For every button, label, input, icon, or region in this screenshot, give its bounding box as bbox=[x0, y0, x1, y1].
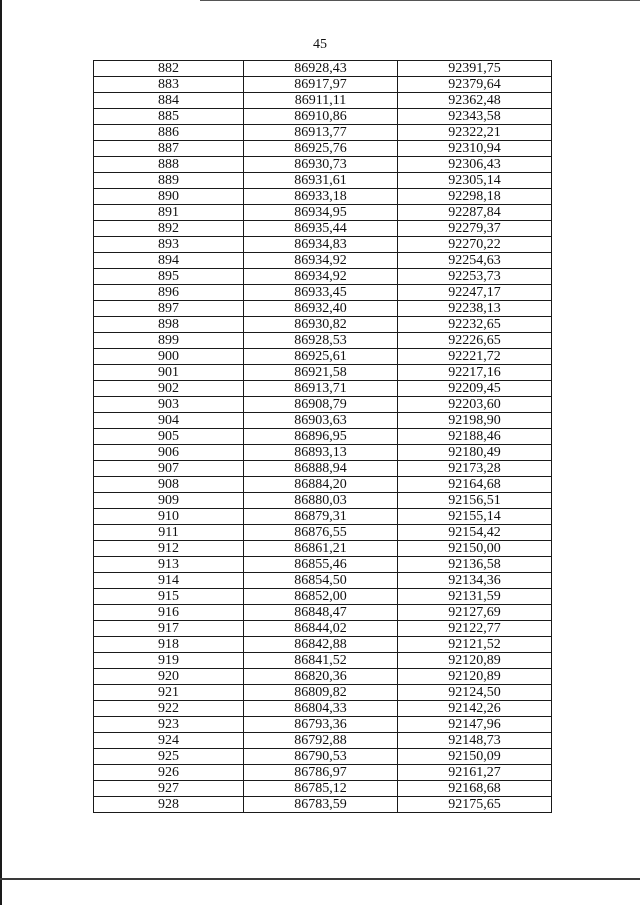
table-row bbox=[94, 733, 552, 749]
coordinates-table bbox=[93, 60, 552, 813]
y-coordinate-cell: 92221,72 bbox=[398, 349, 552, 365]
y-coordinate-cell: 92238,13 bbox=[398, 301, 552, 317]
point-number-cell: 907 bbox=[94, 461, 244, 477]
y-coordinate-cell: 92305,14 bbox=[398, 173, 552, 189]
table-row bbox=[94, 205, 552, 221]
point-number-cell: 883 bbox=[94, 77, 244, 93]
point-number-cell: 928 bbox=[94, 797, 244, 813]
x-coordinate-cell: 86876,55 bbox=[244, 525, 398, 541]
table-row bbox=[94, 477, 552, 493]
y-coordinate-cell: 92150,00 bbox=[398, 541, 552, 557]
x-coordinate-cell: 86855,46 bbox=[244, 557, 398, 573]
point-number-cell: 899 bbox=[94, 333, 244, 349]
table-row bbox=[94, 365, 552, 381]
y-coordinate-cell: 92175,65 bbox=[398, 797, 552, 813]
table-row bbox=[94, 333, 552, 349]
point-number-cell: 892 bbox=[94, 221, 244, 237]
point-number-cell: 904 bbox=[94, 413, 244, 429]
y-coordinate-cell: 92298,18 bbox=[398, 189, 552, 205]
point-number-cell: 887 bbox=[94, 141, 244, 157]
table-row bbox=[94, 77, 552, 93]
table-row bbox=[94, 189, 552, 205]
x-coordinate-cell: 86933,18 bbox=[244, 189, 398, 205]
x-coordinate-cell: 86913,77 bbox=[244, 125, 398, 141]
point-number-cell: 926 bbox=[94, 765, 244, 781]
point-number-cell: 920 bbox=[94, 669, 244, 685]
y-coordinate-cell: 92310,94 bbox=[398, 141, 552, 157]
y-coordinate-cell: 92127,69 bbox=[398, 605, 552, 621]
y-coordinate-cell: 92270,22 bbox=[398, 237, 552, 253]
point-number-cell: 895 bbox=[94, 269, 244, 285]
x-coordinate-cell: 86893,13 bbox=[244, 445, 398, 461]
table-row bbox=[94, 541, 552, 557]
x-coordinate-cell: 86930,82 bbox=[244, 317, 398, 333]
x-coordinate-cell: 86896,95 bbox=[244, 429, 398, 445]
x-coordinate-cell: 86932,40 bbox=[244, 301, 398, 317]
y-coordinate-cell: 92226,65 bbox=[398, 333, 552, 349]
y-coordinate-cell: 92254,63 bbox=[398, 253, 552, 269]
table-row bbox=[94, 781, 552, 797]
x-coordinate-cell: 86804,33 bbox=[244, 701, 398, 717]
table-row bbox=[94, 141, 552, 157]
table-row bbox=[94, 381, 552, 397]
x-coordinate-cell: 86933,45 bbox=[244, 285, 398, 301]
y-coordinate-cell: 92306,43 bbox=[398, 157, 552, 173]
point-number-cell: 903 bbox=[94, 397, 244, 413]
table-row bbox=[94, 669, 552, 685]
y-coordinate-cell: 92188,46 bbox=[398, 429, 552, 445]
x-coordinate-cell: 86792,88 bbox=[244, 733, 398, 749]
point-number-cell: 906 bbox=[94, 445, 244, 461]
y-coordinate-cell: 92121,52 bbox=[398, 637, 552, 653]
point-number-cell: 888 bbox=[94, 157, 244, 173]
y-coordinate-cell: 92247,17 bbox=[398, 285, 552, 301]
point-number-cell: 886 bbox=[94, 125, 244, 141]
point-number-cell: 925 bbox=[94, 749, 244, 765]
table-row bbox=[94, 445, 552, 461]
page-number: 45 bbox=[313, 37, 327, 52]
x-coordinate-cell: 86888,94 bbox=[244, 461, 398, 477]
table-row bbox=[94, 749, 552, 765]
x-coordinate-cell: 86917,97 bbox=[244, 77, 398, 93]
y-coordinate-cell: 92122,77 bbox=[398, 621, 552, 637]
x-coordinate-cell: 86903,63 bbox=[244, 413, 398, 429]
y-coordinate-cell: 92322,21 bbox=[398, 125, 552, 141]
y-coordinate-cell: 92131,59 bbox=[398, 589, 552, 605]
y-coordinate-cell: 92343,58 bbox=[398, 109, 552, 125]
y-coordinate-cell: 92155,14 bbox=[398, 509, 552, 525]
point-number-cell: 898 bbox=[94, 317, 244, 333]
y-coordinate-cell: 92173,28 bbox=[398, 461, 552, 477]
table-row bbox=[94, 61, 552, 77]
table-row bbox=[94, 93, 552, 109]
y-coordinate-cell: 92124,50 bbox=[398, 685, 552, 701]
point-number-cell: 913 bbox=[94, 557, 244, 573]
y-coordinate-cell: 92180,49 bbox=[398, 445, 552, 461]
point-number-cell: 896 bbox=[94, 285, 244, 301]
x-coordinate-cell: 86934,92 bbox=[244, 253, 398, 269]
y-coordinate-cell: 92391,75 bbox=[398, 61, 552, 77]
point-number-cell: 909 bbox=[94, 493, 244, 509]
y-coordinate-cell: 92147,96 bbox=[398, 717, 552, 733]
table-row bbox=[94, 621, 552, 637]
scan-edge-top bbox=[200, 0, 640, 1]
point-number-cell: 902 bbox=[94, 381, 244, 397]
table-row bbox=[94, 317, 552, 333]
point-number-cell: 884 bbox=[94, 93, 244, 109]
scan-edge-bottom bbox=[0, 878, 640, 880]
table-row bbox=[94, 157, 552, 173]
point-number-cell: 891 bbox=[94, 205, 244, 221]
point-number-cell: 885 bbox=[94, 109, 244, 125]
x-coordinate-cell: 86793,36 bbox=[244, 717, 398, 733]
table-row bbox=[94, 397, 552, 413]
table-row bbox=[94, 221, 552, 237]
point-number-cell: 916 bbox=[94, 605, 244, 621]
table-row bbox=[94, 109, 552, 125]
table-row bbox=[94, 525, 552, 541]
point-number-cell: 921 bbox=[94, 685, 244, 701]
point-number-cell: 900 bbox=[94, 349, 244, 365]
table-row bbox=[94, 301, 552, 317]
table-row bbox=[94, 557, 552, 573]
point-number-cell: 908 bbox=[94, 477, 244, 493]
y-coordinate-cell: 92379,64 bbox=[398, 77, 552, 93]
x-coordinate-cell: 86785,12 bbox=[244, 781, 398, 797]
point-number-cell: 901 bbox=[94, 365, 244, 381]
x-coordinate-cell: 86854,50 bbox=[244, 573, 398, 589]
point-number-cell: 897 bbox=[94, 301, 244, 317]
x-coordinate-cell: 86931,61 bbox=[244, 173, 398, 189]
point-number-cell: 922 bbox=[94, 701, 244, 717]
point-number-cell: 912 bbox=[94, 541, 244, 557]
x-coordinate-cell: 86928,53 bbox=[244, 333, 398, 349]
x-coordinate-cell: 86861,21 bbox=[244, 541, 398, 557]
point-number-cell: 923 bbox=[94, 717, 244, 733]
table-row bbox=[94, 493, 552, 509]
y-coordinate-cell: 92142,26 bbox=[398, 701, 552, 717]
x-coordinate-cell: 86928,43 bbox=[244, 61, 398, 77]
x-coordinate-cell: 86809,82 bbox=[244, 685, 398, 701]
x-coordinate-cell: 86925,76 bbox=[244, 141, 398, 157]
y-coordinate-cell: 92203,60 bbox=[398, 397, 552, 413]
x-coordinate-cell: 86910,86 bbox=[244, 109, 398, 125]
table-row bbox=[94, 589, 552, 605]
y-coordinate-cell: 92209,45 bbox=[398, 381, 552, 397]
point-number-cell: 894 bbox=[94, 253, 244, 269]
x-coordinate-cell: 86934,92 bbox=[244, 269, 398, 285]
table-row bbox=[94, 573, 552, 589]
table-row bbox=[94, 765, 552, 781]
table-row bbox=[94, 125, 552, 141]
y-coordinate-cell: 92120,89 bbox=[398, 669, 552, 685]
table-row bbox=[94, 605, 552, 621]
table-row bbox=[94, 797, 552, 813]
point-number-cell: 917 bbox=[94, 621, 244, 637]
x-coordinate-cell: 86934,83 bbox=[244, 237, 398, 253]
table-row bbox=[94, 285, 552, 301]
x-coordinate-cell: 86921,58 bbox=[244, 365, 398, 381]
y-coordinate-cell: 92362,48 bbox=[398, 93, 552, 109]
x-coordinate-cell: 86930,73 bbox=[244, 157, 398, 173]
point-number-cell: 927 bbox=[94, 781, 244, 797]
x-coordinate-cell: 86844,02 bbox=[244, 621, 398, 637]
point-number-cell: 914 bbox=[94, 573, 244, 589]
table-row bbox=[94, 637, 552, 653]
point-number-cell: 889 bbox=[94, 173, 244, 189]
y-coordinate-cell: 92253,73 bbox=[398, 269, 552, 285]
x-coordinate-cell: 86820,36 bbox=[244, 669, 398, 685]
x-coordinate-cell: 86842,88 bbox=[244, 637, 398, 653]
x-coordinate-cell: 86841,52 bbox=[244, 653, 398, 669]
y-coordinate-cell: 92232,65 bbox=[398, 317, 552, 333]
point-number-cell: 919 bbox=[94, 653, 244, 669]
x-coordinate-cell: 86925,61 bbox=[244, 349, 398, 365]
table-row bbox=[94, 269, 552, 285]
y-coordinate-cell: 92217,16 bbox=[398, 365, 552, 381]
y-coordinate-cell: 92134,36 bbox=[398, 573, 552, 589]
table-row bbox=[94, 413, 552, 429]
point-number-cell: 890 bbox=[94, 189, 244, 205]
x-coordinate-cell: 86884,20 bbox=[244, 477, 398, 493]
y-coordinate-cell: 92161,27 bbox=[398, 765, 552, 781]
x-coordinate-cell: 86790,53 bbox=[244, 749, 398, 765]
table-row bbox=[94, 685, 552, 701]
x-coordinate-cell: 86934,95 bbox=[244, 205, 398, 221]
scan-edge-left bbox=[0, 0, 2, 905]
y-coordinate-cell: 92150,09 bbox=[398, 749, 552, 765]
x-coordinate-cell: 86911,11 bbox=[244, 93, 398, 109]
y-coordinate-cell: 92156,51 bbox=[398, 493, 552, 509]
x-coordinate-cell: 86913,71 bbox=[244, 381, 398, 397]
x-coordinate-cell: 86879,31 bbox=[244, 509, 398, 525]
point-number-cell: 910 bbox=[94, 509, 244, 525]
table-row bbox=[94, 701, 552, 717]
x-coordinate-cell: 86786,97 bbox=[244, 765, 398, 781]
table-row bbox=[94, 173, 552, 189]
y-coordinate-cell: 92136,58 bbox=[398, 557, 552, 573]
table-row bbox=[94, 717, 552, 733]
x-coordinate-cell: 86852,00 bbox=[244, 589, 398, 605]
table-row bbox=[94, 429, 552, 445]
y-coordinate-cell: 92168,68 bbox=[398, 781, 552, 797]
table-row bbox=[94, 349, 552, 365]
point-number-cell: 918 bbox=[94, 637, 244, 653]
coordinates-table-body bbox=[94, 61, 552, 813]
table-row bbox=[94, 461, 552, 477]
y-coordinate-cell: 92279,37 bbox=[398, 221, 552, 237]
y-coordinate-cell: 92148,73 bbox=[398, 733, 552, 749]
point-number-cell: 915 bbox=[94, 589, 244, 605]
point-number-cell: 911 bbox=[94, 525, 244, 541]
table-row bbox=[94, 653, 552, 669]
y-coordinate-cell: 92287,84 bbox=[398, 205, 552, 221]
y-coordinate-cell: 92198,90 bbox=[398, 413, 552, 429]
table-row bbox=[94, 509, 552, 525]
y-coordinate-cell: 92154,42 bbox=[398, 525, 552, 541]
point-number-cell: 882 bbox=[94, 61, 244, 77]
table-row bbox=[94, 237, 552, 253]
y-coordinate-cell: 92164,68 bbox=[398, 477, 552, 493]
x-coordinate-cell: 86908,79 bbox=[244, 397, 398, 413]
x-coordinate-cell: 86783,59 bbox=[244, 797, 398, 813]
y-coordinate-cell: 92120,89 bbox=[398, 653, 552, 669]
point-number-cell: 924 bbox=[94, 733, 244, 749]
table-row bbox=[94, 253, 552, 269]
point-number-cell: 905 bbox=[94, 429, 244, 445]
x-coordinate-cell: 86880,03 bbox=[244, 493, 398, 509]
point-number-cell: 893 bbox=[94, 237, 244, 253]
x-coordinate-cell: 86935,44 bbox=[244, 221, 398, 237]
x-coordinate-cell: 86848,47 bbox=[244, 605, 398, 621]
